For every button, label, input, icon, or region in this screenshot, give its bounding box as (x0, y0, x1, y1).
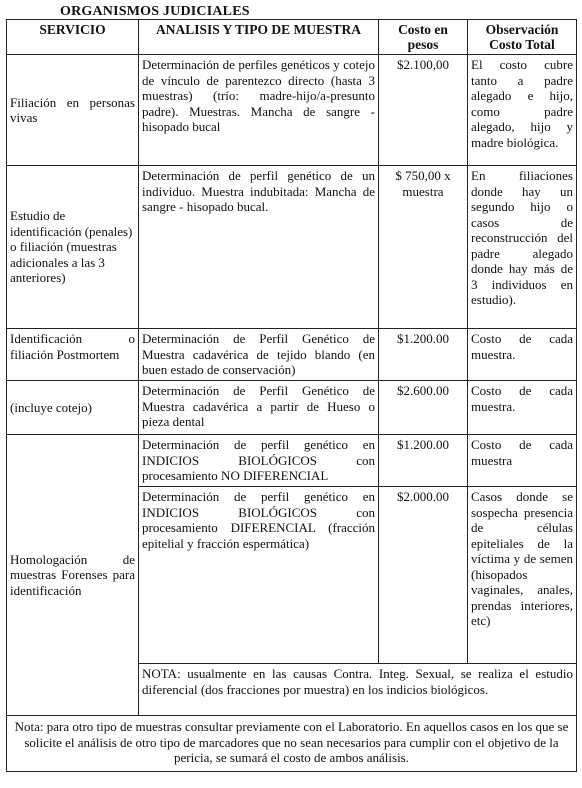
footer-note: Nota: para otro tipo de muestras consultar previamente con el Laboratorio. En aquellos casos en los que se solicite el análisis de otro tipo de marcadores que no sean necesarios para cumplir con el objetivo de la pericia, se sumará el costo de ambos análisis. (7, 716, 577, 772)
table-row (7, 435, 577, 487)
costo-cell: $2.100,00 (379, 55, 468, 166)
header-servicio: SERVICIO (7, 20, 139, 55)
observacion-cell: Casos donde se sospecha presencia de células epiteliales de la víctima y de semen (hisopados vaginales, anales, prendas interiores, etc) (468, 487, 577, 664)
header-costo: Costo en pesos (379, 20, 468, 55)
header-analisis: ANALISIS Y TIPO DE MUESTRA (139, 20, 379, 55)
footer-row (7, 716, 577, 772)
analisis-cell: Determinación de perfil genético de un individuo. Muestra indubitada: Mancha de sangre - hisopado bucal. (139, 166, 379, 329)
costo-cell: $2.600.00 (379, 381, 468, 435)
observacion-cell: El costo cubre tanto a padre alegado e hijo, como padre alegado, hijo y madre biológica. (468, 55, 577, 166)
costo-cell: $2.000.00 (379, 487, 468, 664)
table-row (7, 55, 577, 166)
costo-cell: $1.200.00 (379, 435, 468, 487)
page-title: ORGANISMOS JUDICIALES (60, 4, 250, 19)
servicio-cell: Homologación de muestras Forenses para identificación (7, 435, 139, 716)
analisis-cell: Determinación de Perfil Genético de Muestra cadavérica de tejido blando (en buen estado de conservación) (139, 329, 379, 381)
header-observacion: Observación Costo Total (468, 20, 577, 55)
inner-note: NOTA: usualmente en las causas Contra. Integ. Sexual, se realiza el estudio diferencial (dos fracciones por muestra) en los indicios biológicos. (139, 664, 577, 716)
costo-cell: $ 750,00 x muestra (379, 166, 468, 329)
costo-cell: $1.200.00 (379, 329, 468, 381)
table-row (7, 329, 577, 381)
table-row (7, 166, 577, 329)
servicio-cell: (incluye cotejo) (7, 381, 139, 435)
servicio-cell: Estudio de identificación (penales) o filiación (muestras adicionales a las 3 anteriores) (7, 166, 139, 329)
analisis-cell: Determinación de Perfil Genético de Muestra cadavérica a partir de Hueso o pieza dental (139, 381, 379, 435)
analisis-cell: Determinación de perfil genético en INDICIOS BIOLÓGICOS con procesamiento DIFERENCIAL (fracción epitelial y fracción espermática) (139, 487, 379, 664)
analisis-cell: Determinación de perfil genético en INDICIOS BIOLÓGICOS con procesamiento NO DIFERENCIAL (139, 435, 379, 487)
price-table (6, 19, 577, 772)
table-row (7, 381, 577, 435)
observacion-cell: Costo de cada muestra. (468, 329, 577, 381)
observacion-cell: Costo de cada muestra (468, 435, 577, 487)
servicio-cell: Filiación en personas vivas (7, 55, 139, 166)
observacion-cell: Costo de cada muestra. (468, 381, 577, 435)
header-row (7, 20, 577, 55)
observacion-cell: En filiaciones donde hay un segundo hijo o casos de reconstrucción del padre alegado donde hay más de 3 individuos en estudio). (468, 166, 577, 329)
servicio-cell: Identificación o filiación Postmortem (7, 329, 139, 381)
analisis-cell: Determinación de perfiles genéticos y cotejo de vínculo de parentezco directo (hasta 3 muestras) (trío: madre-hijo/a-presunto padre). Muestras. Mancha de sangre - hisopado bucal (139, 55, 379, 166)
